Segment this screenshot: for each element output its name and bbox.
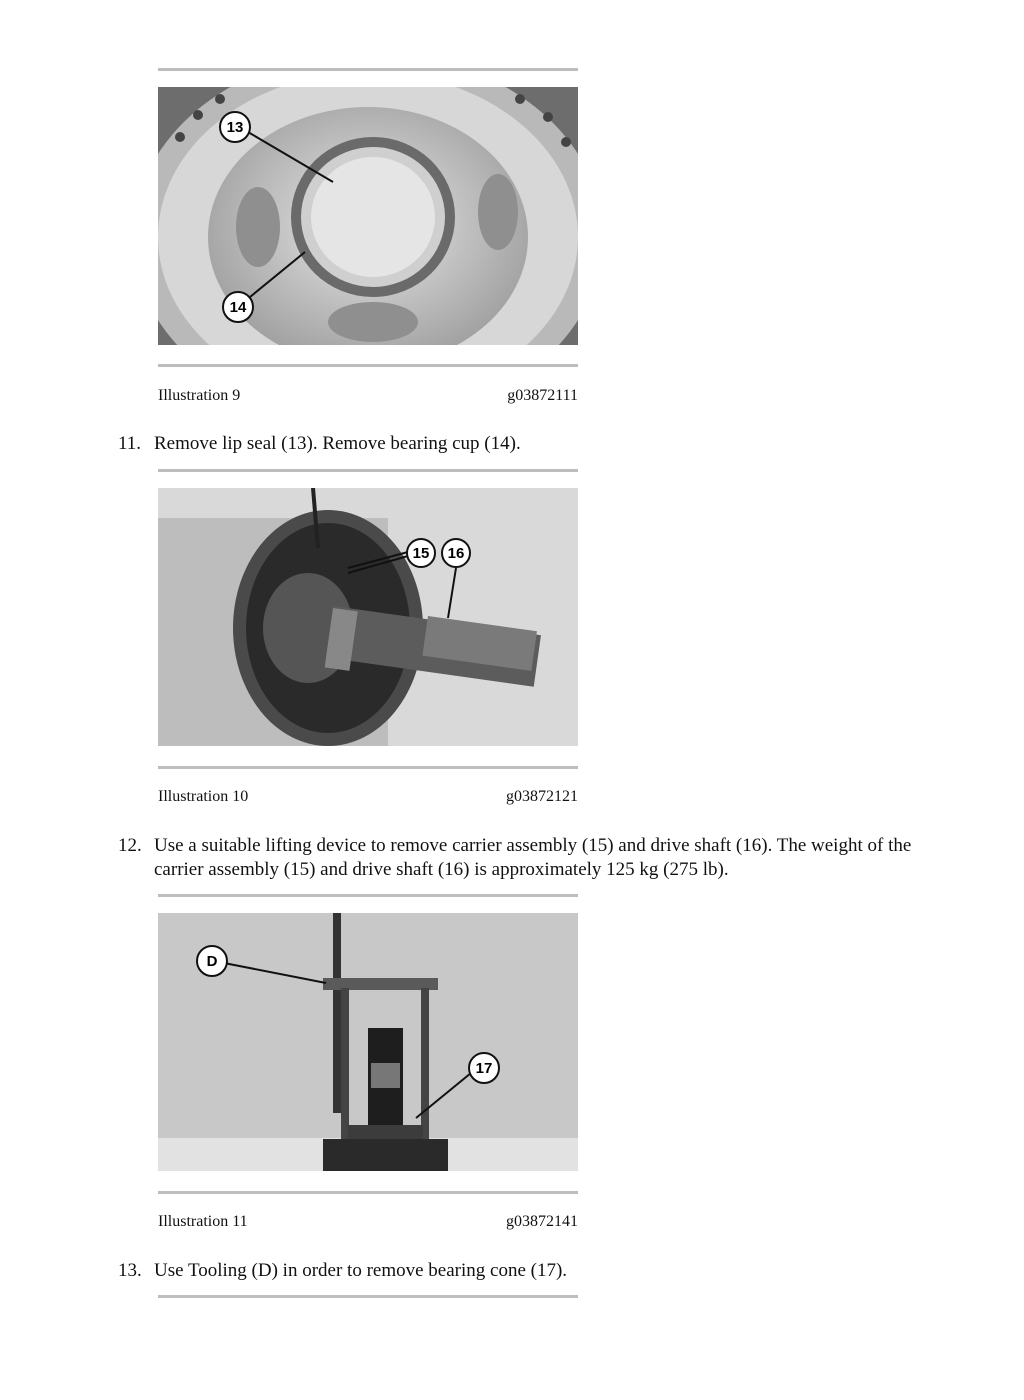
figure-top-rule (158, 1295, 578, 1298)
callout-17-label: 17 (475, 1060, 493, 1077)
figure-top-rule (158, 894, 578, 897)
figure-bottom-rule (158, 766, 578, 769)
step-text: Use Tooling (D) in order to remove bearing cone (17). (154, 1260, 568, 1281)
figure-top-rule (158, 469, 578, 472)
illustration-10-photo (158, 488, 578, 746)
graphic-code: g03872121 (506, 788, 578, 805)
figure-bottom-rule (158, 364, 578, 367)
illustration-11-photo (158, 913, 578, 1171)
graphic-code: g03872111 (507, 387, 578, 404)
callout-16-label: 16 (447, 545, 465, 562)
step-number: 12. (118, 835, 142, 856)
graphic-code: g03872141 (506, 1213, 578, 1230)
step-text: Use a suitable lifting device to remove carrier assembly (15) and drive shaft (16). The weight of the carrier assembly (15) and drive shaft (16) is approximately 125 kg (275 lb). (154, 835, 912, 880)
illustration-number: Illustration 10 (158, 788, 249, 805)
step-number: 13. (118, 1260, 142, 1281)
callout-14-label: 14 (229, 299, 247, 316)
figure-top-rule (158, 68, 578, 71)
illustration-number: Illustration 11 (158, 1213, 248, 1230)
callout-13-label: 13 (226, 119, 244, 136)
callout-15-label: 15 (412, 545, 430, 562)
illustration-number: Illustration 9 (158, 387, 241, 404)
figure-bottom-rule (158, 1191, 578, 1194)
step-text: Remove lip seal (13). Remove bearing cup (14). (154, 433, 521, 454)
callout-d-label: D (206, 953, 218, 970)
step-number: 11. (118, 433, 142, 454)
illustration-9-photo (158, 87, 578, 345)
